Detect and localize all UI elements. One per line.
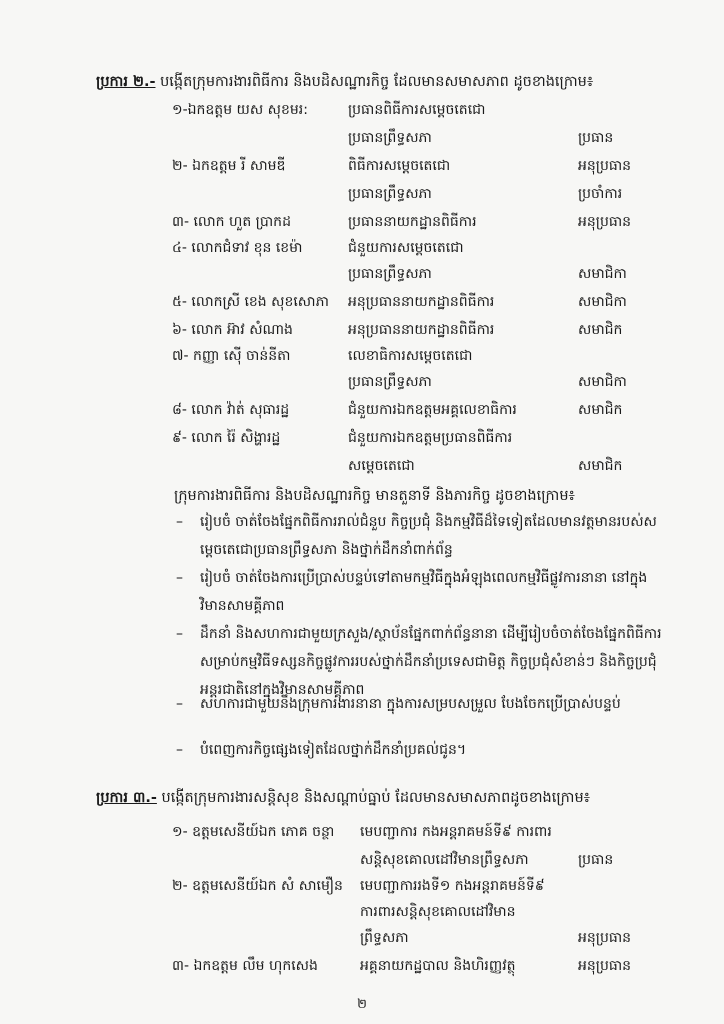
member-position: មេបញ្ជាការរងទី១ កងអន្តរាគមន៍ទី៩ <box>360 878 545 894</box>
member-name: ២- ឯកឧត្តម រី សាមឌី <box>172 158 286 174</box>
duty-text: រៀបចំ ចាត់ចែងការប្រើប្រាស់បន្ទប់ទៅតាមកម្មវិធីក្នុងអំឡុងពេលកម្មវិធីផ្លូវការនានា នៅក្នុងវិមានសាមគ្គីភាព <box>200 570 648 614</box>
dash-marker: – <box>176 514 183 530</box>
member-position: ប្រធានព្រឹទ្ធសភា <box>348 374 432 390</box>
member-position: អគ្គនាយកដ្ឋបាល និងហិរញ្ញវត្ថុ <box>360 958 516 974</box>
member-role: អនុប្រធាន <box>578 214 632 230</box>
member-role: ប្រធាន <box>578 130 614 146</box>
member-name: ៧- កញ្ញា ស៊ើ ចាន់នីតា <box>172 348 291 364</box>
member-position: ជំនួយការឯកឧត្តមអគ្គលេខាធិការ <box>348 402 517 418</box>
article-2-heading <box>96 72 593 92</box>
member-name: ៦- លោក អ៊ាវ សំណាង <box>172 322 293 338</box>
member-position: អនុប្រធាននាយកដ្ឋានពិធីការ <box>348 322 495 338</box>
member-position: មេបញ្ជាការ កងអន្តរាគមន៍ទី៩ ការពារ <box>360 824 552 840</box>
member-role: សមាជិកា <box>578 294 627 310</box>
member-position: ពិធីការសម្តេចតេជោ <box>348 158 451 174</box>
duty-item <box>176 690 662 718</box>
member-name: ៤- លោកជំទាវ ខុន ខេម៉ា <box>172 240 303 256</box>
article-3-label: ប្រការ ៣.- <box>96 790 157 806</box>
member-name: ៩- លោក រ៉ៃ សិង្ហារដ្ឋ <box>172 430 281 446</box>
dash-marker: – <box>176 626 183 642</box>
duty-text: ដឹកនាំ និងសហការជាមួយក្រសួង/ស្ថាប័នផ្នែកពាក់ព័ន្ធនានា ដើម្បីរៀបចំចាត់ចែងផ្នែកពិធីការសម្រាប់កម្មវិធីទស្សនកិច្ចផ្លូវការរបស់ថ្នាក់ដឹកនាំប្រទេសជាមិត្ត កិច្ចប្រជុំសំខាន់ៗ និងកិច្ចប្រជុំអន្តរជាតិនៅក្នុងវិមានសាមគ្គីភាព <box>200 626 662 698</box>
article-3-heading <box>96 788 590 808</box>
member-role: សមាជិកា <box>578 266 627 282</box>
member-role: អនុប្រធាន <box>578 930 632 946</box>
member-position: ការពារសន្តិសុខគោលដៅវិមាន <box>360 904 516 920</box>
duty-text: បំពេញការកិច្ចផ្សេងទៀតដែលថ្នាក់ដឹកនាំប្រគល់ជូន។ <box>200 742 467 758</box>
member-name: ៥- លោកស្រី ខេង សុខសោភា <box>172 294 329 310</box>
member-position: ប្រធានព្រឹទ្ធសភា <box>348 130 432 146</box>
member-position: ប្រធានពិធីការសម្តេចតេជោ <box>348 102 486 118</box>
member-position: ជំនួយការឯកឧត្តមប្រធានពិធីការ <box>348 430 513 446</box>
member-name: ១-ឯកឧត្តម យស សុខមរ: <box>172 102 308 118</box>
member-position: ព្រឹទ្ធសភា <box>360 930 409 946</box>
member-role: សមាជិក <box>578 402 623 418</box>
article-3-title: បង្កើតក្រុមការងារសន្តិសុខ និងសណ្តាប់ធ្នាប់ ដែលមានសមាសភាពដូចខាងក្រោម៖ <box>161 790 591 806</box>
member-name: ៣- ឯកឧត្តម លឹម ហុកសេង <box>172 958 318 974</box>
duties-intro: ក្រុមការងារពិធីការ និងបដិសណ្ឋារកិច្ច មានតួនាទី និងភារកិច្ច ដូចខាងក្រោម៖ <box>174 488 575 504</box>
dash-marker: – <box>176 570 183 586</box>
duty-item <box>176 736 662 764</box>
member-position: ជំនួយការសម្តេចតេជោ <box>348 240 464 256</box>
article-2-label: ប្រការ ២.- <box>96 74 156 90</box>
article-2-title: បង្កើតក្រុមការងារពិធីការ និងបដិសណ្ឋារកិច្ច ដែលមានសមាសភាព ដូចខាងក្រោម៖ <box>160 74 594 90</box>
member-role: សមាជិក <box>578 322 623 338</box>
member-position: ប្រធាននាយកដ្ឋានពិធីការ <box>348 214 477 230</box>
member-position: ប្រធានព្រឹទ្ធសភា <box>348 186 432 202</box>
member-role: សមាជិក <box>578 458 623 474</box>
member-role: ប្រចាំការ <box>578 186 623 202</box>
member-position: អនុប្រធាននាយកដ្ឋានពិធីការ <box>348 294 495 310</box>
member-role: អនុប្រធាន <box>578 158 632 174</box>
duty-item <box>176 508 662 564</box>
dash-marker: – <box>176 696 183 712</box>
member-role: ប្រធាន <box>578 852 614 868</box>
member-name: ៣- លោក ហួត ប្រាកដ <box>172 214 291 230</box>
member-position: លេខាធិការសម្តេចតេជោ <box>348 348 473 364</box>
member-name: ៨- លោក វ៉ាត់ សុធារដ្ឋ <box>172 402 290 418</box>
member-position: សម្តេចតេជោ <box>348 458 415 474</box>
member-name: ១- ឧត្តមសេនីយ៍ឯក ភោគ ចន្ថា <box>172 824 335 840</box>
duty-text: សហការជាមួយនឹងក្រុមការងារនានា ក្នុងការសម្របសម្រួល បែងចែកប្រើប្រាស់បន្ទប់ <box>200 696 621 712</box>
member-name: ២- ឧត្តមសេនីយ៍ឯក សំ សាមឿន <box>172 878 343 894</box>
member-position: ប្រធានព្រឹទ្ធសភា <box>348 266 432 282</box>
member-position: សន្តិសុខគោលដៅវិមានព្រឹទ្ធសភា <box>360 852 529 868</box>
page-number: ២ <box>357 997 367 1012</box>
duty-item <box>176 564 662 620</box>
duty-text: រៀបចំ ចាត់ចែងផ្នែកពិធីការរាល់ជំនួប កិច្ចប្រជុំ និងកម្មវិធីដ៏ទៃទៀតដែលមានវត្តមានរបស់សម្តេចតេជោប្រធានព្រឹទ្ធសភា និងថ្នាក់ដឹកនាំពាក់ព័ន្ធ <box>200 514 657 558</box>
dash-marker: – <box>176 742 183 758</box>
member-role: អនុប្រធាន <box>578 958 632 974</box>
member-role: សមាជិកា <box>578 374 627 390</box>
